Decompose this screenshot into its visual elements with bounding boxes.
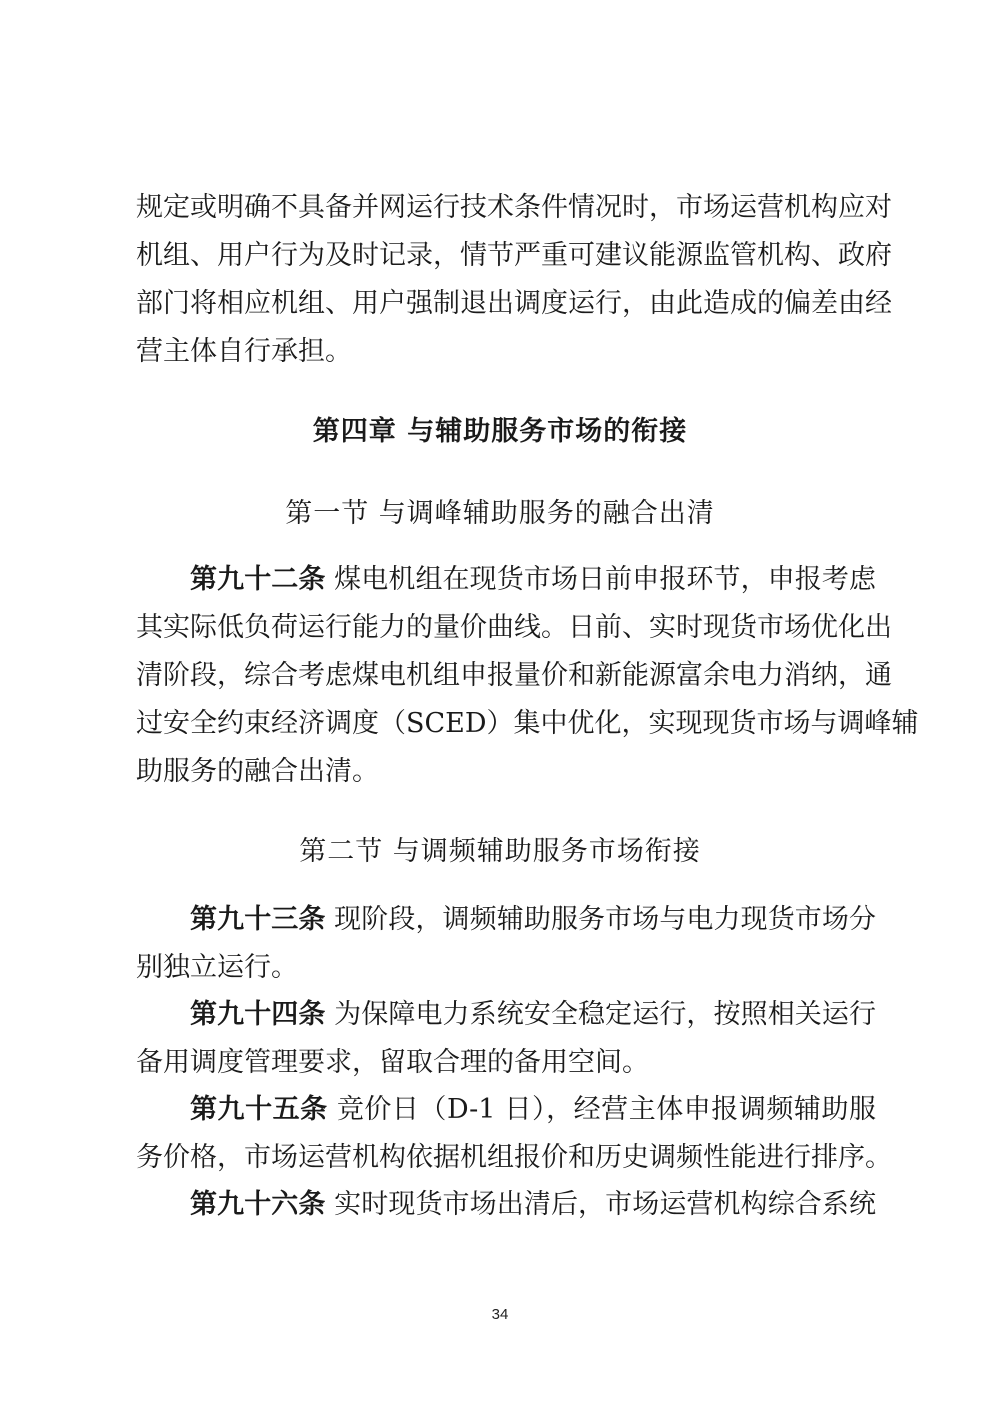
paragraph-line: 过安全约束经济调度（SCED）集中优化，实现现货市场与调峰辅 (136, 708, 919, 739)
article-first-line (190, 1185, 876, 1225)
paragraph-line: 清阶段，综合考虑煤电机组申报量价和新能源富余电力消纳，通 (136, 660, 892, 691)
section-title: 第二节 与调频辅助服务市场衔接 (299, 836, 701, 867)
article-text: 竞价日（D-1 日），经营主体申报调频辅助服 (336, 1094, 876, 1125)
article-first-line (190, 900, 876, 940)
article-first-line (190, 1090, 876, 1130)
article-text: 现阶段，调频辅助服务市场与电力现货市场分 (334, 904, 876, 935)
article-text: 为保障电力系统安全稳定运行，按照相关运行 (334, 999, 876, 1030)
article-label: 第九十六条 (190, 1189, 326, 1220)
article-first-line (190, 560, 876, 600)
chapter-title: 第四章 与辅助服务市场的衔接 (312, 416, 688, 447)
paragraph-line: 备用调度管理要求，留取合理的备用空间。 (136, 1047, 649, 1078)
paragraph-line: 助服务的融合出清。 (136, 756, 379, 787)
article-label: 第九十五条 (190, 1094, 328, 1125)
article-label: 第九十二条 (190, 564, 326, 595)
paragraph-line: 机组、用户行为及时记录，情节严重可建议能源监管机构、政府 (136, 240, 892, 271)
article-text: 实时现货市场出清后，市场运营机构综合系统 (334, 1189, 876, 1220)
paragraph-line: 务价格，市场运营机构依据机组报价和历史调频性能进行排序。 (136, 1142, 892, 1173)
article-label: 第九十四条 (190, 999, 326, 1030)
section-title: 第一节 与调峰辅助服务的融合出清 (285, 498, 715, 529)
paragraph-line: 规定或明确不具备并网运行技术条件情况时，市场运营机构应对 (136, 192, 892, 223)
paragraph-line: 别独立运行。 (136, 952, 298, 983)
article-label: 第九十三条 (190, 904, 326, 935)
article-text: 煤电机组在现货市场日前申报环节，申报考虑 (334, 564, 876, 595)
paragraph-line: 其实际低负荷运行能力的量价曲线。日前、实时现货市场优化出 (136, 612, 892, 643)
paragraph-line: 部门将相应机组、用户强制退出调度运行，由此造成的偏差由经 (136, 288, 892, 319)
paragraph-line: 营主体自行承担。 (136, 336, 352, 367)
article-first-line (190, 995, 876, 1035)
page-number: 34 (491, 1306, 509, 1323)
